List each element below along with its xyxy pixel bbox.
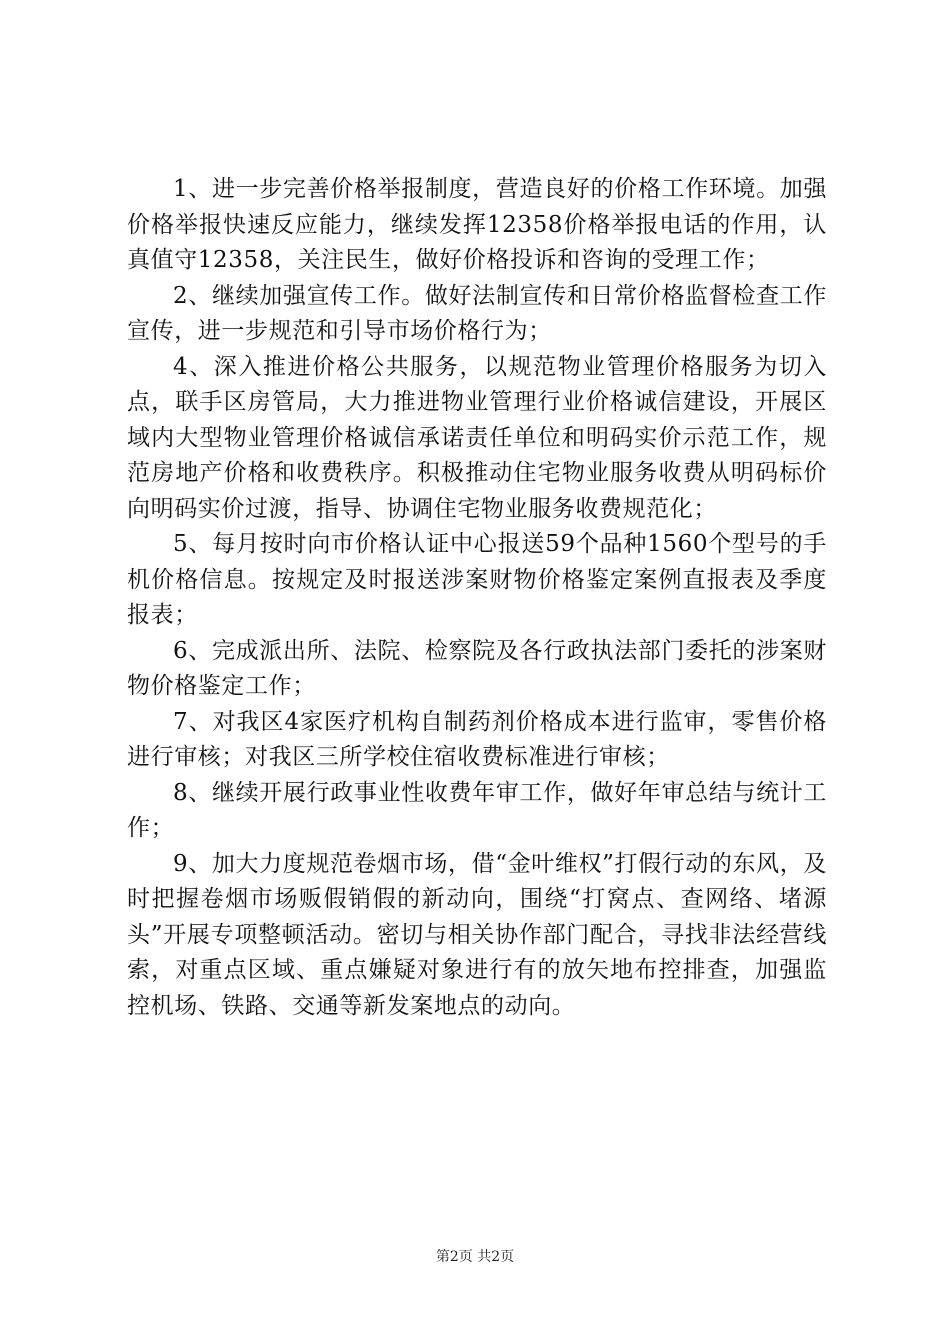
paragraph-item-5: 5、每月按时向市价格认证中心报送59个品种1560个型号的手机价格信息。按规定及时报送涉案财物价格鉴定案例直报表及季度报表； — [127, 531, 827, 628]
document-body — [127, 172, 827, 1024]
paragraph-item-4: 4、深入推进价格公共服务，以规范物业管理价格服务为切入点，联手区房管局，大力推进物业管理行业价格诚信建设，开展区域内大型物业管理价格诚信承诺责任单位和明码实价示范工作，规范房地产价格和收费秩序。积极推动住宅物业服务收费从明码标价向明码实价过渡，指导、协调住宅物业服务收费规范化； — [127, 353, 827, 522]
paragraph-item-7: 7、对我区4家医疗机构自制药剂价格成本进行监审，零售价格进行审核；对我区三所学校住宿收费标准进行审核； — [127, 708, 827, 770]
paragraph-item-1: 1、进一步完善价格举报制度，营造良好的价格工作环境。加强价格举报快速反应能力，继续发挥12358价格举报电话的作用，认真值守12358，关注民生，做好价格投诉和咨询的受理工作； — [127, 176, 827, 273]
paragraph-item-9: 9、加大力度规范卷烟市场，借“金叶维权”打假行动的东风，及时把握卷烟市场贩假销假的新动向，围绕“打窝点、查网络、堵源头”开展专项整顿活动。密切与相关协作部门配合，寻找非法经营线索，对重点区域、重点嫌疑对象进行有的放矢地布控排查，加强监控机场、铁路、交通等新发案地点的动向。 — [127, 850, 827, 1019]
paragraph-item-6: 6、完成派出所、法院、检察院及各行政执法部门委托的涉案财物价格鉴定工作； — [127, 637, 827, 699]
paragraph-item-8: 8、继续开展行政事业性收费年审工作，做好年审总结与统计工作； — [127, 779, 827, 841]
page-number-footer: 第2页 共2页 — [435, 1249, 515, 1265]
paragraph-item-2: 2、继续加强宣传工作。做好法制宣传和日常价格监督检查工作宣传，进一步规范和引导市场价格行为； — [127, 282, 827, 344]
